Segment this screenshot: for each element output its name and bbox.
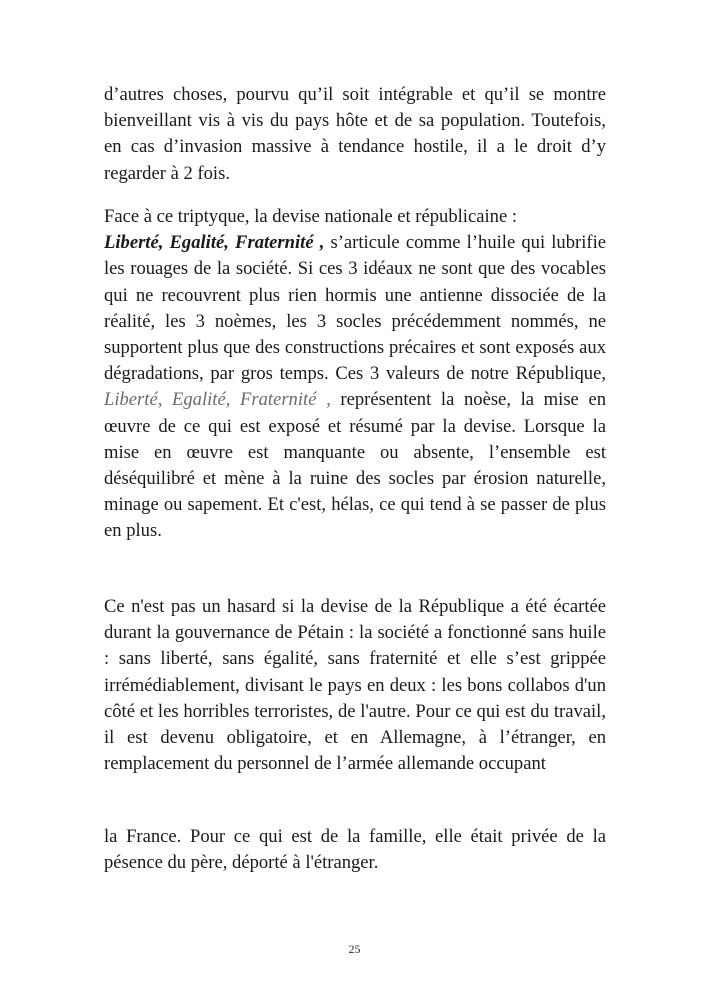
paragraph-2 — [104, 204, 606, 545]
paragraph-2-lead: Face à ce triptyque, la devise nationale et républicaine : — [104, 206, 518, 227]
motto-bold: Liberté, Egalité, Fraternité , — [104, 232, 325, 254]
page-number: 25 — [348, 942, 361, 956]
motto-italic: Liberté, Egalité, Fraternité , — [104, 389, 331, 411]
paragraph-3: Ce n'est pas un hasard si la devise de la République a été écartée durant la gouvernance de Pétain : la société a fonctionné sans huile : sans liberté, sans égalité, sans fraternité et elle s’est grippée irrémédiablement, divisant le pays en deux : les bons collabos d'un côté et les horribles terroristes, de l'autre. Pour ce qui est du travail, il est devenu obligatoire, et en Allemagne, à l’étranger, en remplacement du personnel de l’armée allemande occupant — [104, 596, 606, 775]
paragraph-1: d’autres choses, pourvu qu’il soit intégrable et qu’il se montre bienveillant vis à vis du pays hôte et de sa population. Toutefois, en cas d’invasion massive à tendance hostile, il a le droit d’y regarder à 2 fois. — [104, 84, 606, 184]
paragraph-4: la France. Pour ce qui est de la famille, elle était privée de la pésence du père, déporté à l'étranger. — [104, 826, 606, 874]
paragraph-2-tail: représentent la noèse, la mise en œuvre de ce qui est exposé et résumé par la devise. Lorsque la mise en œuvre est manquante ou absente, l’ensemble est déséquilibré et mène à la ruine des socles par érosion naturelle, minage ou sapement. Et c'est, hélas, ce qui tend à se passer de plus en plus. — [104, 389, 607, 542]
paragraph-2-middle: s’articule comme l’huile qui lubrifie les rouages de la société. Si ces 3 idéaux ne sont que des vocables qui ne recouvrent plus rien hormis une antienne dissociée de la réalité, les 3 noèmes, les 3 socles précédemment nommés, ne supportent plus que des constructions précaires et sont exposés aux dégradations, par gros temps. Ces 3 valeurs de notre République, — [104, 232, 606, 385]
